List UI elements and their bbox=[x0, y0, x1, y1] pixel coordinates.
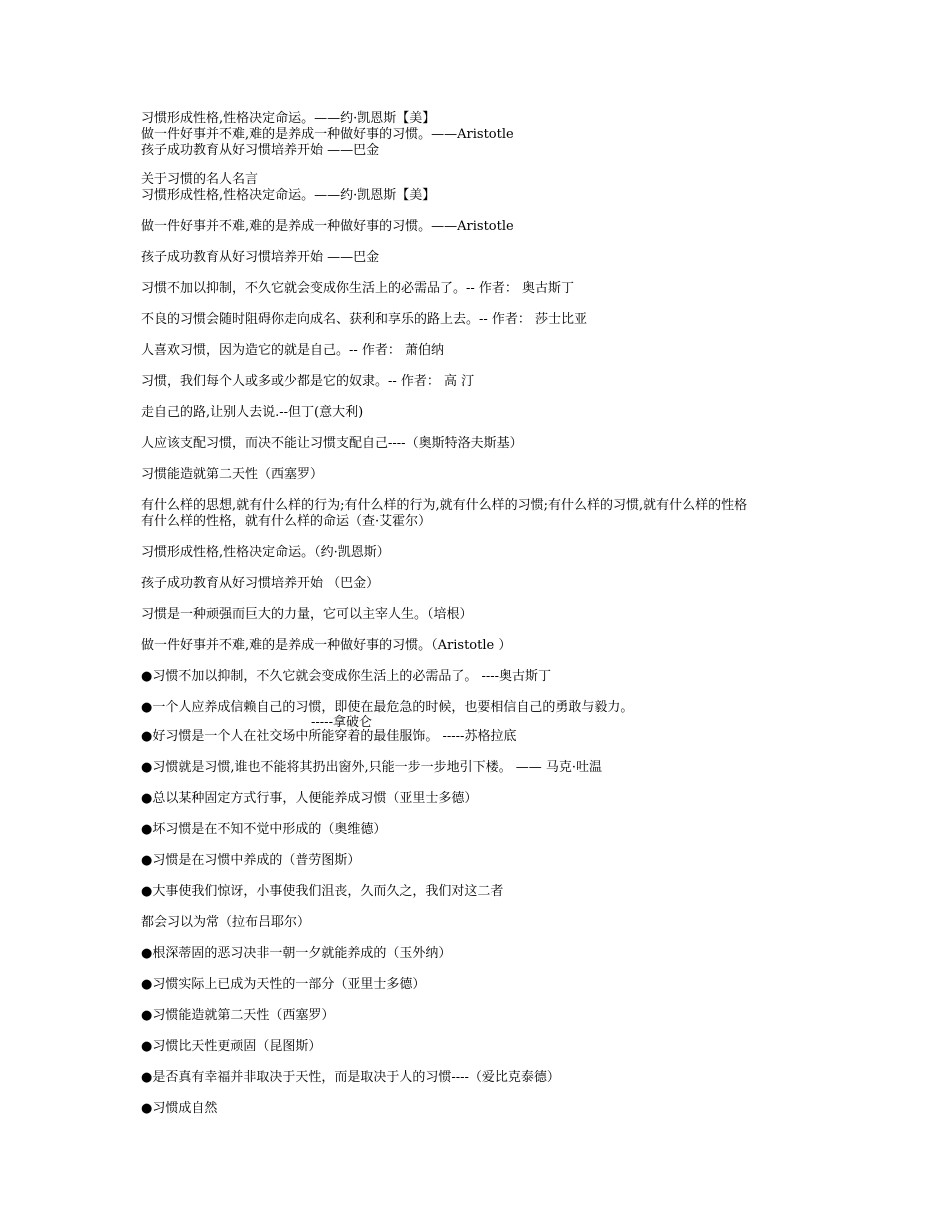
quote-line: ●习惯实际上已成为天性的一部分（亚里士多德） bbox=[141, 977, 426, 992]
quote-line: 孩子成功教育从好习惯培养开始 （巴金） bbox=[141, 576, 380, 591]
quote-line: 习惯能造就第二天性（西塞罗） bbox=[141, 467, 324, 482]
quote-line: 不良的习惯会随时阻碍你走向成名、获利和享乐的路上去。-- 作者： 莎士比亚 bbox=[141, 312, 588, 327]
quote-line: 有什么样的思想,就有什么样的行为;有什么样的行为,就有什么样的习惯;有什么样的习惯,就有什么样的性格 bbox=[141, 498, 748, 513]
quote-line: ●总以某种固定方式行事，人便能养成习惯（亚里士多德） bbox=[141, 791, 478, 806]
intro-line: 孩子成功教育从好习惯培养开始 ——巴金 bbox=[141, 143, 380, 158]
quote-line: 做一件好事并不难,难的是养成一种做好事的习惯。（Aristotle ） bbox=[141, 638, 512, 653]
quote-line: ●大事使我们惊讶，小事使我们沮丧，久而久之，我们对这二者 bbox=[141, 884, 504, 899]
intro-line: 习惯形成性格,性格决定命运。——约·凯恩斯【美】 bbox=[141, 111, 436, 126]
quote-line: 习惯形成性格,性格决定命运。——约·凯恩斯【美】 bbox=[141, 188, 436, 203]
quote-line: ●习惯不加以抑制，不久它就会变成你生活上的必需品了。 ----奥古斯丁 bbox=[141, 669, 552, 684]
quote-line: ●习惯是在习惯中养成的（普劳图斯） bbox=[141, 853, 361, 868]
quote-line: 走自己的路,让别人去说.--但丁(意大利) bbox=[141, 405, 364, 420]
quote-line: ●习惯成自然 bbox=[141, 1101, 218, 1116]
quote-line: ●坏习惯是在不知不觉中形成的（奥维德） bbox=[141, 822, 387, 837]
quote-line: 人喜欢习惯，因为造它的就是自己。-- 作者： 萧伯纳 bbox=[141, 343, 445, 358]
quote-line: 都会习以为常（拉布吕耶尔） bbox=[141, 915, 311, 930]
quote-line: 孩子成功教育从好习惯培养开始 ——巴金 bbox=[141, 250, 380, 265]
quote-line: 习惯，我们每个人或多或少都是它的奴隶。-- 作者： 高 汀 bbox=[141, 374, 475, 389]
quote-line: ●根深蒂固的恶习决非一朝一夕就能养成的（玉外纳） bbox=[141, 946, 452, 961]
quote-line: 有什么样的性格，就有什么样的命运（查·艾霍尔） bbox=[141, 514, 432, 529]
document-page bbox=[141, 111, 861, 1117]
intro-line: 做一件好事并不难,难的是养成一种做好事的习惯。——Aristotle bbox=[141, 127, 514, 142]
quote-line: ●习惯就是习惯,谁也不能将其扔出窗外,只能一步一步地引下楼。 —— 马克·吐温 bbox=[141, 760, 603, 775]
quote-line: 习惯是一种顽强而巨大的力量，它可以主宰人生。（培根） bbox=[141, 607, 473, 622]
quote-line: ●是否真有幸福并非取决于天性，而是取决于人的习惯----（爱比克泰德） bbox=[141, 1070, 560, 1085]
quote-line: ●习惯能造就第二天性（西塞罗） bbox=[141, 1008, 335, 1023]
quote-line: 人应该支配习惯，而决不能让习惯支配自己----（奥斯特洛夫斯基） bbox=[141, 436, 523, 451]
quote-line: 习惯形成性格,性格决定命运。（约·凯恩斯） bbox=[141, 545, 390, 560]
section-title: 关于习惯的名人名言 bbox=[141, 172, 259, 187]
quote-line: 做一件好事并不难,难的是养成一种做好事的习惯。——Aristotle bbox=[141, 219, 514, 234]
quote-line: ●习惯比天性更顽固（昆图斯） bbox=[141, 1039, 322, 1054]
quote-line: ●好习惯是一个人在社交场中所能穿着的最佳服饰。 -----苏格拉底 bbox=[141, 729, 517, 744]
quote-line: ●一个人应养成信赖自己的习惯，即使在最危急的时候，也要相信自己的勇敢与毅力。 bbox=[141, 700, 634, 715]
quote-line: 习惯不加以抑制，不久它就会变成你生活上的必需品了。-- 作者： 奥古斯丁 bbox=[141, 281, 575, 296]
quote-author: -----拿破仑 bbox=[311, 715, 372, 730]
